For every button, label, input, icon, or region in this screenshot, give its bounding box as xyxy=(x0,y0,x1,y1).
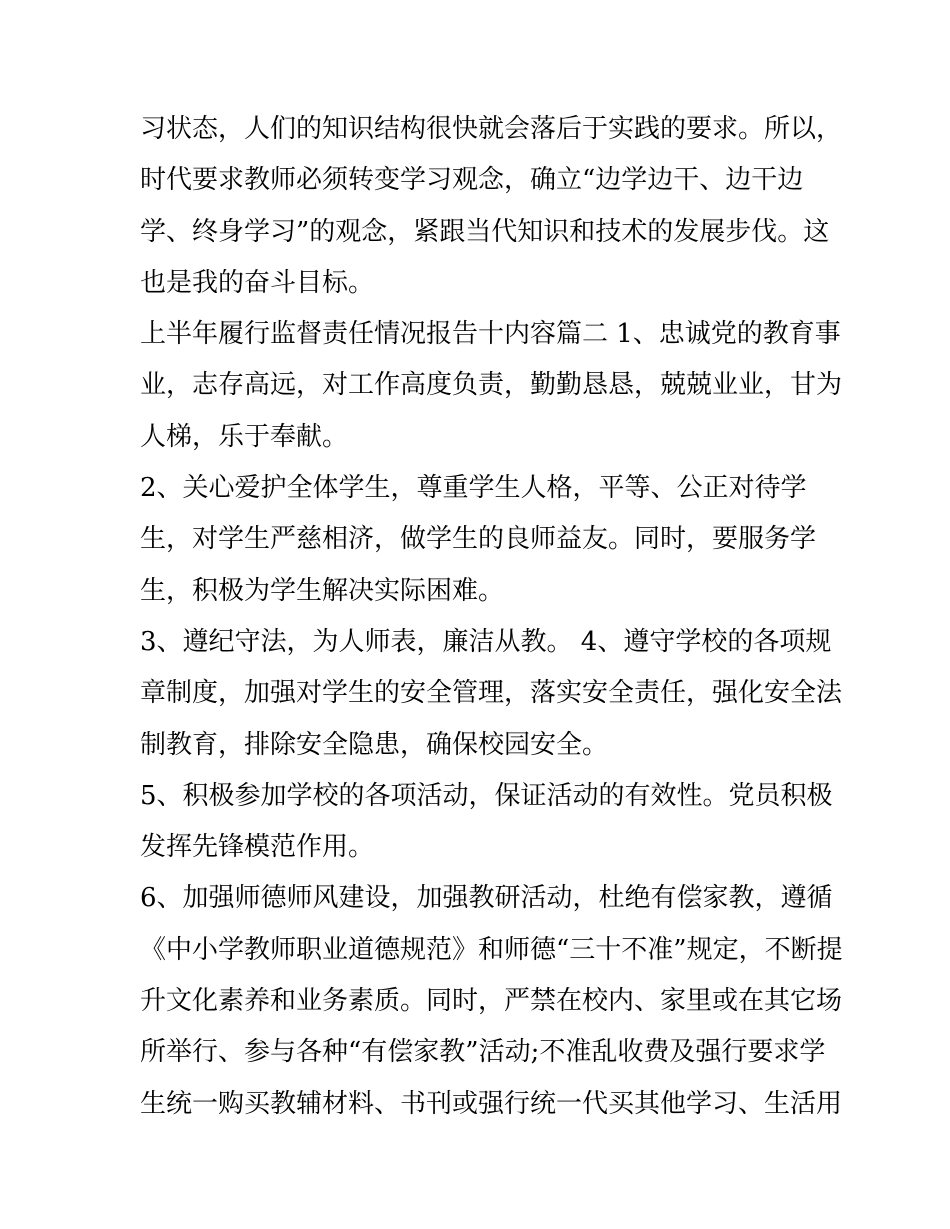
text-line: 习状态，人们的知识结构很快就会落后于实践的要求。所以， xyxy=(140,114,843,144)
text-line: 发挥先锋模范作用。 xyxy=(140,832,375,863)
text-line: 生，积极为学生解决实际困难。 xyxy=(140,575,505,606)
text-line: 生，对学生严慈相济，做学生的良师益友。同时，要服务学 xyxy=(140,524,817,555)
text-line: 业，志存高远，对工作高度负责，勤勤恳恳，兢兢业业，甘为 xyxy=(140,370,843,401)
text-line: 章制度，加强对学生的安全管理，落实安全责任，强化安全法 xyxy=(140,678,843,709)
text-line: 5、积极参加学校的各项活动，保证活动的有效性。党员积极 xyxy=(140,780,833,811)
text-line: 《中小学教师职业道德规范》和师德“三十不准”规定，不断提 xyxy=(140,934,843,965)
text-line: 2、关心爱护全体学生，尊重学生人格，平等、公正对待学 xyxy=(140,473,807,504)
text-line: 6、加强师德师风建设，加强教研活动，杜绝有偿家教，遵循 xyxy=(140,883,833,914)
text-line: 升文化素养和业务素质。同时，严禁在校内、家里或在其它场 xyxy=(140,986,843,1017)
body-text xyxy=(140,104,843,1130)
text-line: 也是我的奋斗目标。 xyxy=(140,267,375,298)
text-line: 所举行、参与各种“有偿家教”活动;不准乱收费及强行要求学 xyxy=(140,1037,826,1068)
text-line: 3、遵纪守法，为人师表，廉洁从教。 4、遵守学校的各项规 xyxy=(140,626,832,657)
text-line: 时代要求教师必须转变学习观念，确立“边学边干、边干边 xyxy=(140,165,804,196)
text-line: 制教育，排除安全隐患，确保校园安全。 xyxy=(140,729,609,760)
text-line: 上半年履行监督责任情况报告十内容篇二 1、忠诚党的教育事 xyxy=(140,319,841,350)
text-line: 人梯，乐于奉献。 xyxy=(140,421,349,452)
text-line: 生统一购买教辅材料、书刊或强行统一代买其他学习、生活用 xyxy=(140,1088,843,1119)
text-line: 学、终身学习”的观念，紧跟当代知识和技术的发展步伐。这 xyxy=(140,216,830,247)
